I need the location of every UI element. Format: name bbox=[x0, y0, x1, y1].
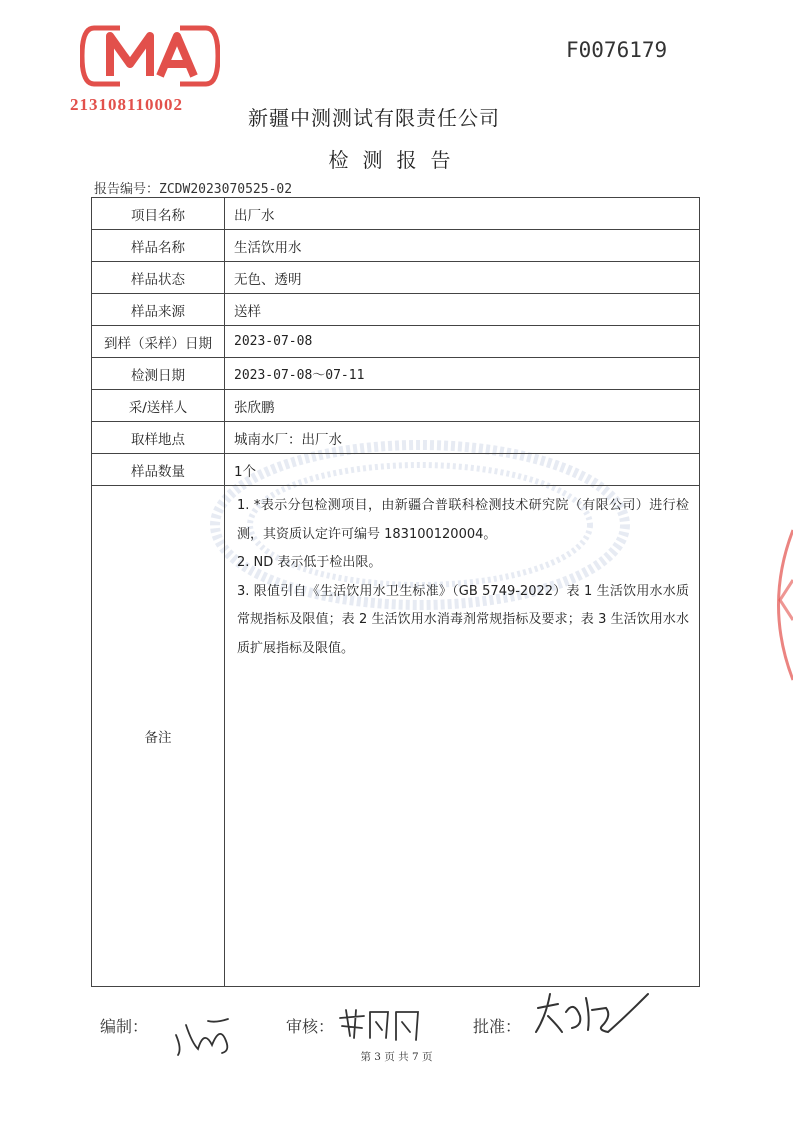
table-row bbox=[92, 262, 700, 294]
table-row bbox=[92, 358, 700, 390]
table-row bbox=[92, 230, 700, 262]
table-row bbox=[92, 326, 700, 358]
row-value: 生活饮用水 bbox=[225, 230, 700, 262]
row-value: 张欣鹏 bbox=[225, 390, 700, 422]
row-label: 采/送样人 bbox=[92, 390, 225, 422]
remark-note: 2. ND 表示低于检出限。 bbox=[237, 555, 382, 570]
row-value: 出厂水 bbox=[225, 198, 700, 230]
row-label: 到样（采样）日期 bbox=[92, 326, 225, 358]
row-label: 项目名称 bbox=[92, 198, 225, 230]
approved-by-label: 批准： bbox=[473, 1017, 522, 1036]
cma-certificate-code: 213108110002 bbox=[70, 95, 184, 114]
table-row bbox=[92, 294, 700, 326]
row-value: 无色、透明 bbox=[225, 262, 700, 294]
serial-number: F0076179 bbox=[566, 38, 668, 62]
reviewed-signature bbox=[336, 1004, 426, 1044]
edge-seal bbox=[760, 520, 793, 690]
table-row bbox=[92, 422, 700, 454]
reviewed-by-label: 审核： bbox=[286, 1017, 335, 1036]
table-row bbox=[92, 198, 700, 230]
sample-info-table bbox=[91, 197, 700, 987]
company-name: 新疆中测测试有限责任公司 bbox=[248, 106, 500, 130]
row-label: 样品数量 bbox=[92, 454, 225, 486]
row-label: 样品状态 bbox=[92, 262, 225, 294]
row-value: 2023-07-08 bbox=[225, 326, 700, 358]
row-label: 取样地点 bbox=[92, 422, 225, 454]
row-value: 城南水厂：出厂水 bbox=[225, 422, 700, 454]
table-row bbox=[92, 454, 700, 486]
compiled-by-label: 编制： bbox=[100, 1017, 149, 1036]
report-number-value: ZCDW2023070525-02 bbox=[159, 182, 293, 197]
report-number bbox=[94, 178, 292, 197]
report-number-label: 报告编号： bbox=[94, 182, 160, 197]
row-value: 送样 bbox=[225, 294, 700, 326]
document-title: 检测报告 bbox=[328, 148, 465, 172]
row-label: 样品来源 bbox=[92, 294, 225, 326]
remarks-row bbox=[92, 486, 700, 987]
row-label: 样品名称 bbox=[92, 230, 225, 262]
row-label: 检测日期 bbox=[92, 358, 225, 390]
approved-signature bbox=[528, 986, 652, 1040]
cma-logo bbox=[80, 24, 220, 88]
remark-note: 1. *表示分包检测项目，由新疆合普联科检测技术研究院（有限公司）进行检测，其资质认定许可编号 183100120004。 bbox=[237, 498, 689, 542]
page-number: 第 3 页 共 7 页 bbox=[360, 1051, 433, 1063]
remark-note: 3. 限值引自《生活饮用水卫生标准》（GB 5749-2022）表 1 生活饮用水水质常规指标及限值；表 2 生活饮用水消毒剂常规指标及要求；表 3 生活饮用水水质扩展指标及限值。 bbox=[237, 583, 689, 656]
table-row bbox=[92, 390, 700, 422]
remarks-content bbox=[225, 486, 700, 987]
remarks-label: 备注 bbox=[92, 486, 225, 987]
row-value: 2023-07-08～07-11 bbox=[225, 358, 700, 390]
row-value: 1个 bbox=[225, 454, 700, 486]
